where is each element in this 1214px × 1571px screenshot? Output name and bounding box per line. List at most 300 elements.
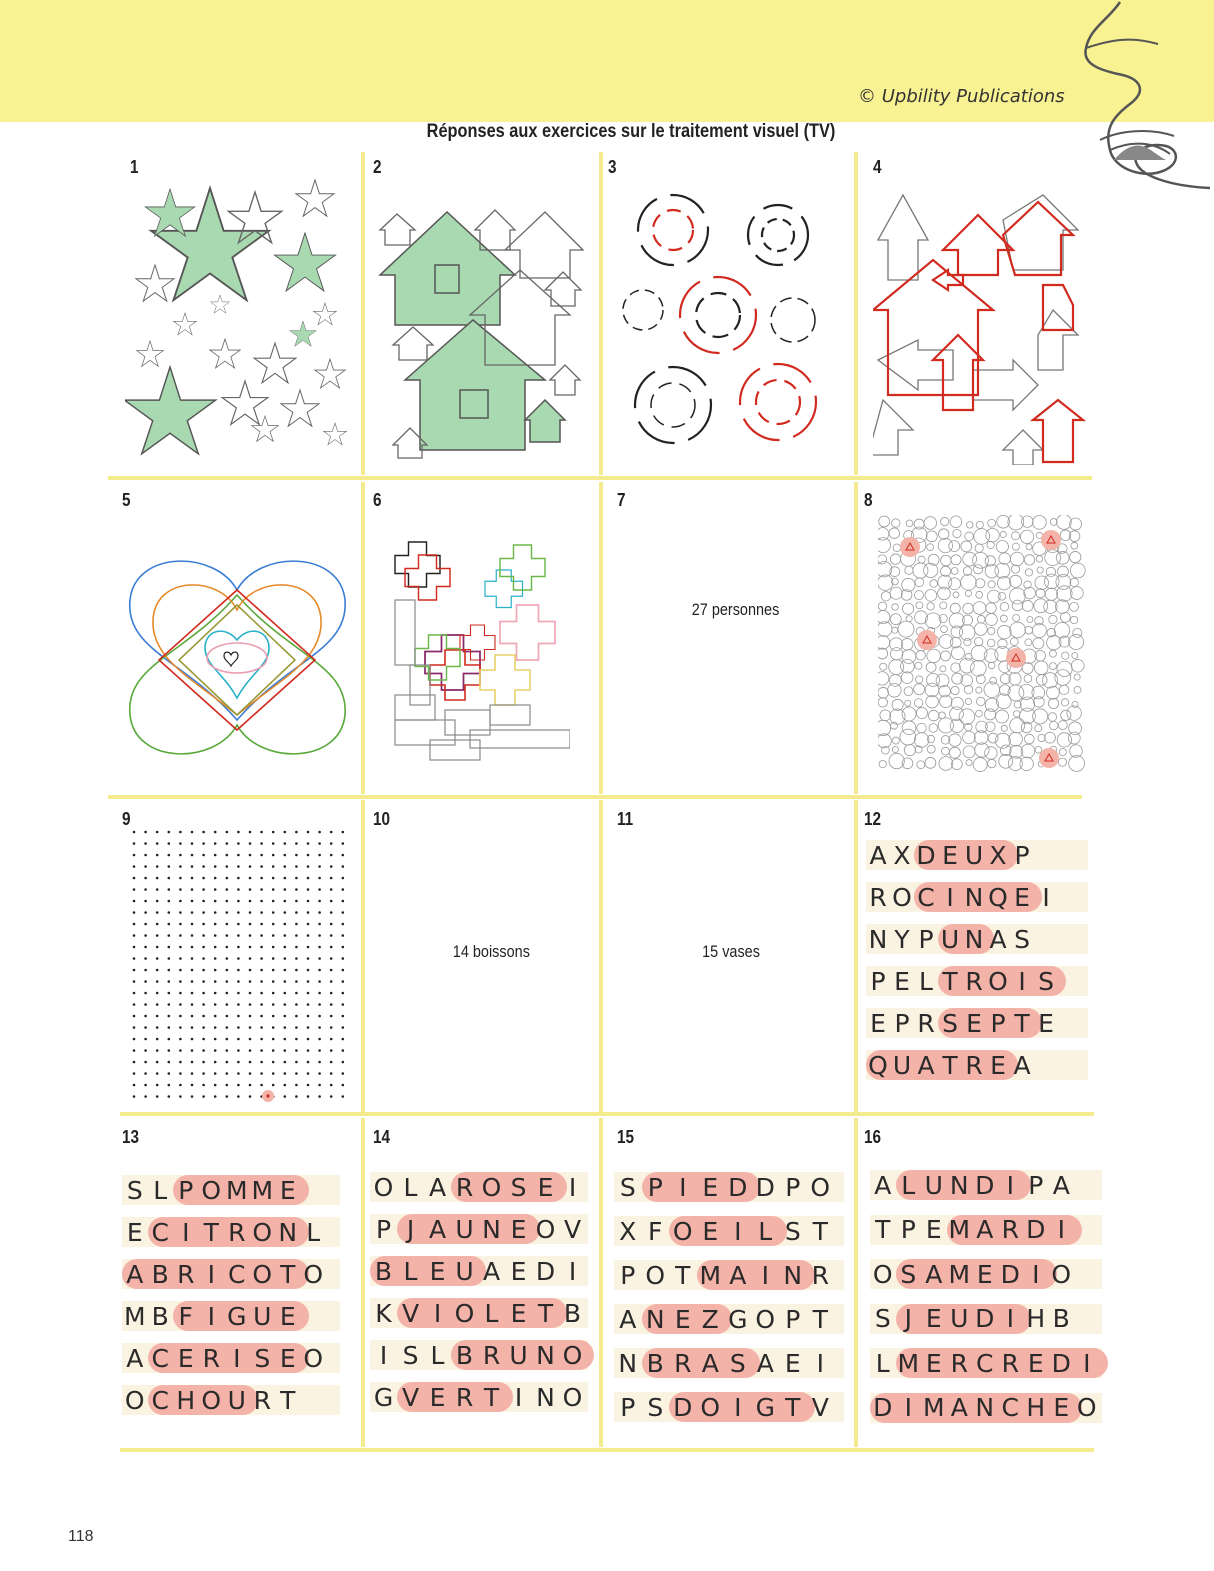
grid-dot <box>202 969 205 972</box>
wordsearch-letter: H <box>176 1385 196 1415</box>
grid-dot <box>133 911 136 914</box>
grid-dot <box>202 911 205 914</box>
bubble <box>1025 639 1032 646</box>
wordsearch-letter: S <box>784 1216 801 1246</box>
grid-dot <box>249 900 252 903</box>
grid-dot <box>249 1095 252 1098</box>
bubble <box>987 639 995 647</box>
found-triangle-highlight <box>1039 748 1059 768</box>
found-triangle-highlight <box>900 537 920 557</box>
grid-dot <box>226 1095 229 1098</box>
grid-dot <box>144 934 147 937</box>
bubble <box>953 529 961 537</box>
grid-dot <box>307 888 310 891</box>
wordsearch-letter: A <box>428 1172 447 1202</box>
bubble <box>1071 659 1084 672</box>
wordsearch-letter: A <box>126 1343 144 1373</box>
grid-dot <box>295 1049 298 1052</box>
grid-dot <box>168 854 171 857</box>
wordsearch-letter: D <box>1051 1348 1071 1378</box>
wordsearch-letter: E <box>537 1172 554 1202</box>
bubble <box>1001 725 1007 731</box>
grid-dot <box>307 934 310 937</box>
bubble <box>1044 600 1057 613</box>
bubble <box>963 603 974 614</box>
bubble <box>890 614 901 625</box>
grid-dot <box>284 1015 287 1018</box>
cell-number: 5 <box>122 490 131 510</box>
bubble <box>1074 674 1080 680</box>
grid-dot <box>272 1003 275 1006</box>
wordsearch-letter: S <box>874 1304 891 1333</box>
grid-dot <box>260 911 263 914</box>
grid-dot <box>272 1049 275 1052</box>
wordsearch-letter: R <box>965 1050 983 1080</box>
wordsearch-letters <box>866 1008 1058 1038</box>
grid-dot <box>191 831 194 834</box>
wordsearch-letter: Z <box>701 1304 719 1334</box>
bubble <box>1010 638 1018 646</box>
grid-dot <box>202 946 205 949</box>
grid-dot <box>226 946 229 949</box>
wordsearch-letter: E <box>870 1008 886 1038</box>
grid-dot <box>156 911 159 914</box>
wordsearch-letter: D <box>755 1172 775 1202</box>
grid-dot <box>168 1015 171 1018</box>
wordsearch-letter: A <box>619 1304 637 1334</box>
grid-dot <box>260 842 263 845</box>
wordsearch-letter: Y <box>894 924 910 954</box>
wordsearch-letter: O <box>1076 1393 1097 1422</box>
grid-dot <box>307 1026 310 1029</box>
grid-dot <box>133 888 136 891</box>
bubble <box>988 519 996 527</box>
wordsearch-letter: R <box>674 1348 692 1378</box>
grid-dot <box>260 1072 263 1075</box>
grid-dot <box>249 980 252 983</box>
grid-dot <box>179 877 182 880</box>
wordsearch-letter: S <box>254 1343 271 1373</box>
grid-dot <box>226 934 229 937</box>
wordsearch-letter: V <box>401 1382 420 1412</box>
bubble <box>939 529 950 540</box>
bubble <box>963 731 976 744</box>
bubble <box>1045 550 1061 566</box>
bubble <box>974 637 982 645</box>
wordsearch-letter: P <box>870 966 886 996</box>
grid-dot <box>318 1003 321 1006</box>
bubble <box>1020 530 1033 543</box>
wordsearch-letters <box>866 966 1058 996</box>
wordsearch-letter: E <box>990 1050 1006 1080</box>
grid-dot <box>144 911 147 914</box>
wordsearch-letters <box>370 1214 586 1244</box>
grid-dot <box>260 877 263 880</box>
bubble <box>1034 599 1048 613</box>
grid-dot <box>191 888 194 891</box>
grid-dot <box>342 1026 345 1029</box>
bubble <box>988 581 995 588</box>
wordsearch-letter: U <box>455 1214 474 1244</box>
wordsearch-letter: N <box>868 924 888 954</box>
bubble <box>1050 721 1058 729</box>
grid-dot <box>226 854 229 857</box>
wordsearch-letter: S <box>647 1392 664 1422</box>
wordsearch-letters <box>614 1392 834 1422</box>
grid-dot <box>144 831 147 834</box>
bubble <box>949 578 961 590</box>
grid-dot <box>272 1026 275 1029</box>
grid-dot <box>249 923 252 926</box>
grid-dot <box>284 1095 287 1098</box>
wordsearch-letters <box>614 1172 834 1202</box>
grid-dot <box>191 900 194 903</box>
grid-dot <box>330 1038 333 1041</box>
grid-dot <box>179 900 182 903</box>
wordsearch-letter: M <box>948 1215 971 1244</box>
wordsearch-letters <box>614 1260 834 1290</box>
grid-dot <box>295 1026 298 1029</box>
grid-dot <box>133 1015 136 1018</box>
grid-dot <box>307 911 310 914</box>
grid-dot <box>202 854 205 857</box>
wordsearch-letter: J <box>904 1304 912 1333</box>
wordsearch-letter: I <box>946 882 954 912</box>
wordsearch-letters <box>614 1216 834 1246</box>
grid-dot <box>342 1061 345 1064</box>
grid-dot <box>202 1038 205 1041</box>
wordsearch-letter: D <box>873 1393 893 1422</box>
bubble <box>924 563 938 577</box>
grid-dot <box>307 900 310 903</box>
bubble <box>964 685 973 694</box>
wordsearch-letter: E <box>942 840 958 870</box>
grid-dot <box>307 946 310 949</box>
bubble <box>928 710 939 721</box>
grid-dot <box>249 992 252 995</box>
bubble <box>1037 567 1043 573</box>
bubble <box>986 528 999 541</box>
bubble <box>950 516 962 528</box>
bubble <box>936 674 949 687</box>
bubble <box>902 707 916 721</box>
grid-dot <box>330 1026 333 1029</box>
grid-dot <box>144 1072 147 1075</box>
wordsearch-letter: I <box>734 1392 742 1422</box>
wordsearch-letter: O <box>1051 1259 1072 1289</box>
grid-dot <box>179 992 182 995</box>
cell-number: 10 <box>373 809 391 829</box>
wordsearch-letter: I <box>233 1343 241 1373</box>
bubble <box>905 566 913 574</box>
grid-dot <box>249 911 252 914</box>
answer-7: 27 personnes <box>691 600 780 619</box>
grid-dot <box>249 854 252 857</box>
bubble <box>963 552 977 566</box>
wordsearch-letter: B <box>151 1259 169 1289</box>
bubble <box>924 517 937 530</box>
wordsearch-letter: I <box>1006 1304 1014 1333</box>
grid-dot <box>330 923 333 926</box>
wordsearch-letter: S <box>1014 924 1030 954</box>
bubble <box>1011 565 1019 573</box>
bubble <box>998 625 1012 639</box>
grid-dot <box>226 865 229 868</box>
grid-dot <box>237 980 240 983</box>
wordsearch-letter: O <box>562 1340 583 1370</box>
bubble <box>973 758 987 772</box>
bubble <box>949 747 960 758</box>
bubble <box>1046 686 1059 699</box>
grid-dot <box>260 1084 263 1087</box>
grid-dot <box>226 1072 229 1075</box>
grid-dot <box>214 1095 217 1098</box>
cell-number: 8 <box>864 490 873 510</box>
grid-dot <box>249 934 252 937</box>
grid-dot <box>295 842 298 845</box>
bubble <box>889 528 900 539</box>
grid-dot <box>284 1072 287 1075</box>
grid-dot <box>260 1015 263 1018</box>
bubble <box>1013 615 1020 622</box>
bubble <box>1048 713 1057 722</box>
grid-dot <box>342 1003 345 1006</box>
bubble <box>925 589 937 601</box>
bubble <box>889 753 904 768</box>
wordsearch-letter: V <box>401 1298 420 1328</box>
grid-dot <box>260 1061 263 1064</box>
wordsearch-letter: O <box>892 882 912 912</box>
grid-dot <box>342 1038 345 1041</box>
cell-number: 14 <box>373 1127 391 1147</box>
grid-dot <box>237 1084 240 1087</box>
grid-dot <box>179 1049 182 1052</box>
wordsearch-letter: D <box>673 1392 693 1422</box>
wordsearch-letter: E <box>1038 1008 1054 1038</box>
grid-dot <box>179 865 182 868</box>
bubble <box>1033 709 1048 724</box>
grid-dot <box>330 842 333 845</box>
grid-dot <box>214 888 217 891</box>
grid-dot <box>168 877 171 880</box>
grid-dot <box>330 831 333 834</box>
grid-dot <box>168 980 171 983</box>
grid-dot <box>318 980 321 983</box>
grid-dot <box>318 842 321 845</box>
grid-dot <box>202 980 205 983</box>
copyright-text: © Upbility Publications <box>858 86 1065 107</box>
bubble <box>938 538 952 552</box>
bubble <box>1036 675 1047 686</box>
wordsearch-letter: B <box>1052 1304 1070 1333</box>
wordsearch-letter: D <box>728 1172 748 1202</box>
grid-dot <box>284 831 287 834</box>
grid-dot <box>342 957 345 960</box>
wordsearch-letter: R <box>1001 1215 1019 1244</box>
grid-dot <box>202 1084 205 1087</box>
grid-dot <box>318 946 321 949</box>
wordsearch-letter: R <box>482 1340 501 1370</box>
bubble <box>1074 686 1081 693</box>
wordsearch-letter: D <box>916 840 936 870</box>
bubble <box>892 746 898 752</box>
grid-dot <box>237 1003 240 1006</box>
grid-dot <box>156 1026 159 1029</box>
wordsearch-letter: T <box>785 1392 801 1422</box>
grid-dot <box>284 1084 287 1087</box>
grid-dot <box>202 957 205 960</box>
bubble <box>965 532 974 541</box>
grid-dot <box>284 1026 287 1029</box>
bubble <box>878 636 890 650</box>
found-triangle-highlight <box>1041 530 1061 550</box>
wordsearch-letter: R <box>228 1217 246 1247</box>
bubble <box>1000 615 1007 622</box>
bubble <box>1070 616 1077 623</box>
wordsearch-letter: A <box>126 1259 144 1289</box>
grid-dot <box>260 888 263 891</box>
grid-dot <box>202 831 205 834</box>
grid-dot <box>133 992 136 995</box>
grid-dot <box>295 1038 298 1041</box>
wordsearch-letter: C <box>917 882 935 912</box>
grid-dot <box>318 1072 321 1075</box>
wordsearch-letter: C <box>151 1385 169 1415</box>
grid-dot <box>133 946 136 949</box>
grid-dot <box>144 1026 147 1029</box>
wordsearch-letter: G <box>373 1382 394 1412</box>
grid-dot <box>202 1049 205 1052</box>
wordsearch-letter: E <box>674 1304 691 1334</box>
wordsearch-letter: C <box>1001 1393 1019 1422</box>
grid-dot <box>133 1049 136 1052</box>
wordsearch-letter: A <box>482 1256 501 1286</box>
grid-dot <box>318 969 321 972</box>
wordsearch-letter: B <box>151 1301 169 1331</box>
grid-dot <box>226 831 229 834</box>
grid-dot <box>214 842 217 845</box>
grid-dot <box>237 877 240 880</box>
wordsearch-letter: A <box>1013 1050 1031 1080</box>
grid-dot <box>156 842 159 845</box>
wordsearch-letters <box>870 1259 1074 1289</box>
grid-dot <box>295 1061 298 1064</box>
cell-number: 13 <box>122 1127 140 1147</box>
grid-dot <box>342 888 345 891</box>
wordsearch-letter: N <box>964 882 984 912</box>
grid-dot <box>318 957 321 960</box>
grid-dot <box>214 1026 217 1029</box>
bubble <box>1025 626 1033 634</box>
grid-dot <box>156 1072 159 1075</box>
bubble <box>1057 586 1072 601</box>
grid-dot <box>307 1072 310 1075</box>
grid-dot <box>330 957 333 960</box>
grid-dot <box>318 1026 321 1029</box>
arrows-puzzle <box>873 190 1088 465</box>
grid-dot <box>318 1015 321 1018</box>
grid-dot <box>156 946 159 949</box>
grid-dot <box>330 1003 333 1006</box>
bubble <box>917 761 925 769</box>
wordsearch-letter: I <box>568 1172 577 1202</box>
wordsearch-letter: E <box>279 1301 296 1331</box>
bubble <box>965 698 971 704</box>
wordsearch-letter: A <box>1052 1170 1070 1200</box>
grid-dot <box>214 1003 217 1006</box>
grid-dot <box>260 992 263 995</box>
wordsearch-letter: T <box>675 1260 691 1290</box>
bubble <box>1013 711 1019 717</box>
grid-dot <box>191 946 194 949</box>
wordsearch-letter: T <box>942 1050 958 1080</box>
wordsearch-letter: M <box>251 1175 274 1205</box>
wordsearch-letter: P <box>894 1008 910 1038</box>
grid-dot <box>144 1049 147 1052</box>
grid-dot <box>249 1003 252 1006</box>
bubble <box>1010 622 1026 638</box>
wordsearch-letter: T <box>537 1298 554 1328</box>
bubble <box>941 747 949 755</box>
wordsearch-letter: L <box>758 1216 773 1246</box>
bubble <box>976 579 985 588</box>
bubble <box>930 580 938 588</box>
bubble <box>1033 516 1047 530</box>
wordsearch-letter: E <box>177 1343 194 1373</box>
grid-dot <box>168 1038 171 1041</box>
grid-dot <box>284 969 287 972</box>
grid-dot <box>191 980 194 983</box>
cell-number: 11 <box>617 809 634 829</box>
grid-dot <box>133 1072 136 1075</box>
grid-dot <box>237 1049 240 1052</box>
grid-dot <box>156 900 159 903</box>
grid-dot <box>202 1095 205 1098</box>
wordsearch-letter: P <box>620 1392 636 1422</box>
bubble <box>902 603 913 614</box>
wordsearch-letter: P <box>785 1172 801 1202</box>
grid-dot <box>214 877 217 880</box>
wordsearch-letter: M <box>123 1301 146 1331</box>
hearts-puzzle <box>125 550 350 765</box>
wordsearch-letter: L <box>484 1298 499 1328</box>
grid-dot <box>191 911 194 914</box>
grid-dot <box>260 1038 263 1041</box>
grid-dot <box>179 957 182 960</box>
wordsearch-letter: O <box>481 1172 502 1202</box>
grid-dot <box>237 957 240 960</box>
wordsearch-letter: H <box>1026 1304 1046 1333</box>
grid-dot <box>168 1003 171 1006</box>
grid-dot <box>168 969 171 972</box>
bubble <box>1056 515 1071 529</box>
wordsearch-letter: R <box>1001 1348 1019 1378</box>
cell-number: 4 <box>873 157 882 177</box>
grid-dot <box>342 1095 345 1098</box>
grid-dot <box>272 888 275 891</box>
wordsearch-letter: G <box>755 1392 775 1422</box>
bubble <box>1010 552 1024 566</box>
wordsearch-letters <box>122 1259 326 1289</box>
wordsearch-letter: C <box>151 1343 169 1373</box>
bubble <box>949 541 960 552</box>
grid-dot <box>295 992 298 995</box>
grid-dot <box>168 946 171 949</box>
grid-dot <box>156 1095 159 1098</box>
bubble <box>915 662 922 669</box>
wordsearch-letter: T <box>280 1259 296 1289</box>
grid-dot <box>295 1084 298 1087</box>
